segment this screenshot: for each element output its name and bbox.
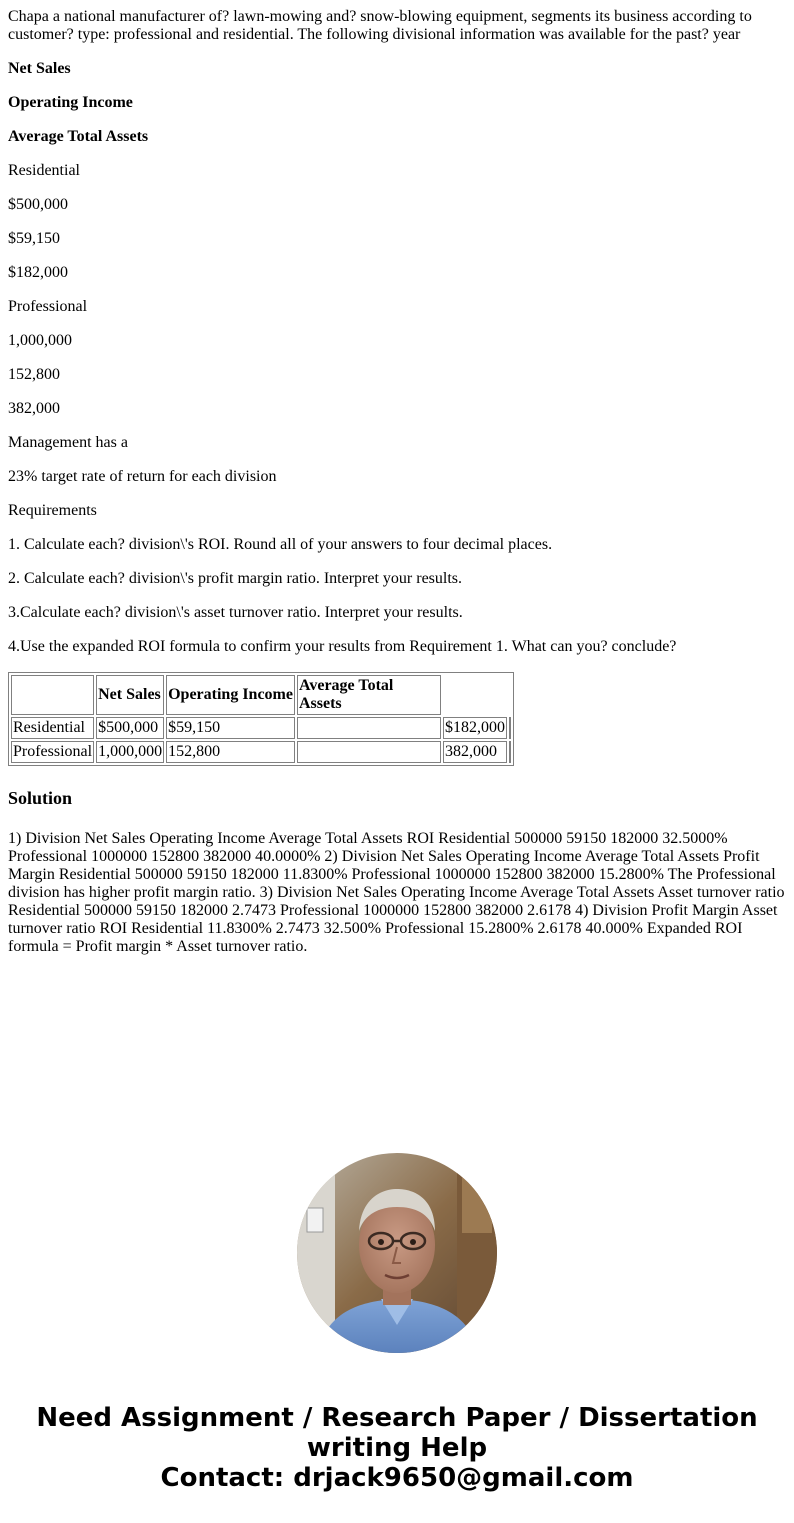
table-cell-division: Professional: [11, 741, 94, 763]
table-header-blank: [11, 675, 94, 715]
divisional-data-table: [8, 672, 514, 766]
management-line-2: 23% target rate of return for each division: [8, 468, 277, 485]
requirements-title: Requirements: [8, 502, 97, 519]
header-operating-income: Operating Income: [8, 94, 133, 111]
footer-banner: [0, 1403, 794, 1493]
table-cell-empty: [297, 717, 441, 739]
professional-net-sales: 1,000,000: [8, 332, 72, 349]
table-row: [11, 741, 511, 763]
residential-label: Residential: [8, 162, 80, 179]
table-header-average-total-assets: Average Total Assets: [297, 675, 441, 715]
footer-contact: Contact: drjack9650@gmail.com: [160, 1463, 634, 1493]
management-line-1: Management has a: [8, 434, 128, 451]
professional-operating-income: 152,800: [8, 366, 60, 383]
requirement-4: 4.Use the expanded ROI formula to confirm your results from Requirement 1. What can you? conclude?: [8, 638, 677, 655]
table-header-row: [11, 675, 511, 715]
requirement-2: 2. Calculate each? division\'s profit margin ratio. Interpret your results.: [8, 570, 463, 587]
table-cell-operating-income: 152,800: [166, 741, 295, 763]
author-photo-illustration: [297, 1153, 497, 1353]
professional-label: Professional: [8, 298, 88, 315]
author-photo-icon: [297, 1153, 497, 1353]
table-cell-average-assets: 382,000: [443, 741, 507, 763]
table-cell-division: Residential: [11, 717, 94, 739]
table-cell-operating-income: $59,150: [166, 717, 295, 739]
solution-text: 1) Division Net Sales Operating Income Average Total Assets ROI Residential 500000 59150 182000 32.5000% Professional 1000000 152800 382000 40.0000% 2) Division Net Sales Operating Income Average Total Assets Profit Margin Residential 500000 59150 182000 11.8300% Professional 1000000 152800 382000 15.2800% The Professional division has higher profit margin ratio. 3) Division Net Sales Operating Income Average Total Assets Asset turnover ratio Residential 500000 59150 182000 2.7473 Professional 1000000 152800 382000 2.6178 4) Division Profit Margin Asset turnover ratio ROI Residential 11.8300% 2.7473 32.500% Professional 15.2800% 2.6178 40.000% Expanded ROI formula = Profit margin * Asset turnover ratio.: [8, 830, 785, 955]
footer-line-1: Need Assignment / Research Paper / Dissertation: [36, 1403, 758, 1433]
question-intro: Chapa a national manufacturer of? lawn-mowing and? snow-blowing equipment, segments its business according to customer? type: professional and residential. The following divisional information was available for the past? year: [8, 8, 752, 43]
table-cell-thin: [509, 741, 511, 763]
table-cell-net-sales: 1,000,000: [96, 741, 164, 763]
header-net-sales: Net Sales: [8, 60, 71, 77]
table-row: [11, 717, 511, 739]
footer-line-2: writing Help: [306, 1433, 488, 1463]
table-cell-net-sales: $500,000: [96, 717, 164, 739]
residential-net-sales: $500,000: [8, 196, 68, 213]
table-header-operating-income: Operating Income: [166, 675, 295, 715]
table-cell-thin: [509, 717, 511, 739]
professional-average-assets: 382,000: [8, 400, 60, 417]
table-cell-empty: [297, 741, 441, 763]
table-header-net-sales: Net Sales: [96, 675, 164, 715]
residential-operating-income: $59,150: [8, 230, 60, 247]
residential-average-assets: $182,000: [8, 264, 68, 281]
solution-heading: Solution: [8, 788, 73, 808]
requirement-1: 1. Calculate each? division\'s ROI. Round all of your answers to four decimal places.: [8, 536, 553, 553]
table-cell-average-assets: $182,000: [443, 717, 507, 739]
requirement-3: 3.Calculate each? division\'s asset turnover ratio. Interpret your results.: [8, 604, 463, 621]
header-average-total-assets: Average Total Assets: [8, 128, 149, 145]
